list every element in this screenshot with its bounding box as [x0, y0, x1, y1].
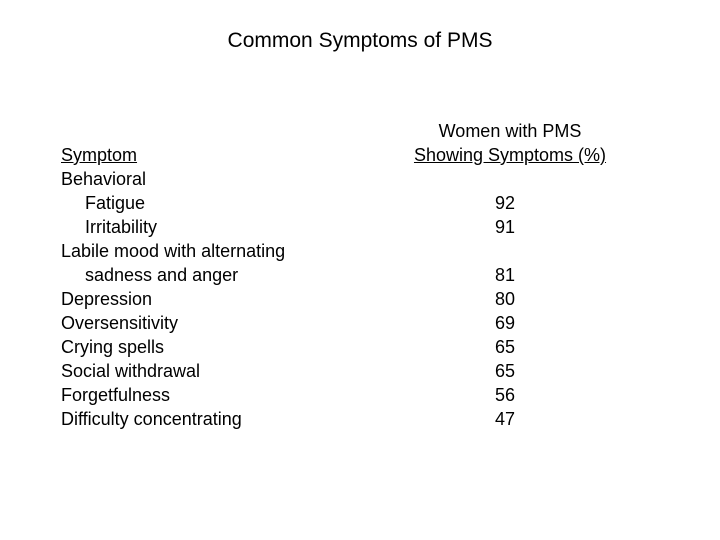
- value-forgetfulness: 56: [494, 385, 515, 405]
- percentage-header-line1: Women with PMS: [438, 121, 582, 141]
- category-behavioral: Behavioral: [61, 169, 147, 189]
- symptom-forgetfulness: Forgetfulness: [61, 385, 171, 405]
- value-crying-spells: 65: [494, 337, 515, 357]
- symptom-crying-spells: Crying spells: [61, 337, 165, 357]
- symptom-social-withdrawal: Social withdrawal: [61, 361, 201, 381]
- value-labile-mood: 81: [494, 265, 515, 285]
- value-difficulty-concentrating: 47: [494, 409, 515, 429]
- percentage-header-line2: Showing Symptoms (%): [413, 145, 607, 165]
- slide-title: Common Symptoms of PMS: [227, 29, 493, 52]
- value-social-withdrawal: 65: [494, 361, 515, 381]
- symptom-oversensitivity: Oversensitivity: [61, 313, 179, 333]
- symptom-irritability: Irritability: [85, 217, 158, 237]
- value-irritability: 91: [494, 217, 515, 237]
- value-fatigue: 92: [494, 193, 515, 213]
- value-depression: 80: [494, 289, 515, 309]
- symptom-depression: Depression: [61, 289, 153, 309]
- symptom-header: Symptom: [61, 145, 138, 165]
- symptom-difficulty-concentrating: Difficulty concentrating: [61, 409, 242, 429]
- symptom-labile-mood-cont: sadness and anger: [85, 265, 239, 285]
- symptom-column: [61, 143, 361, 431]
- symptom-fatigue: Fatigue: [85, 193, 146, 213]
- symptom-labile-mood: Labile mood with alternating: [61, 241, 286, 261]
- percentage-column: [380, 119, 640, 431]
- value-oversensitivity: 69: [494, 313, 515, 333]
